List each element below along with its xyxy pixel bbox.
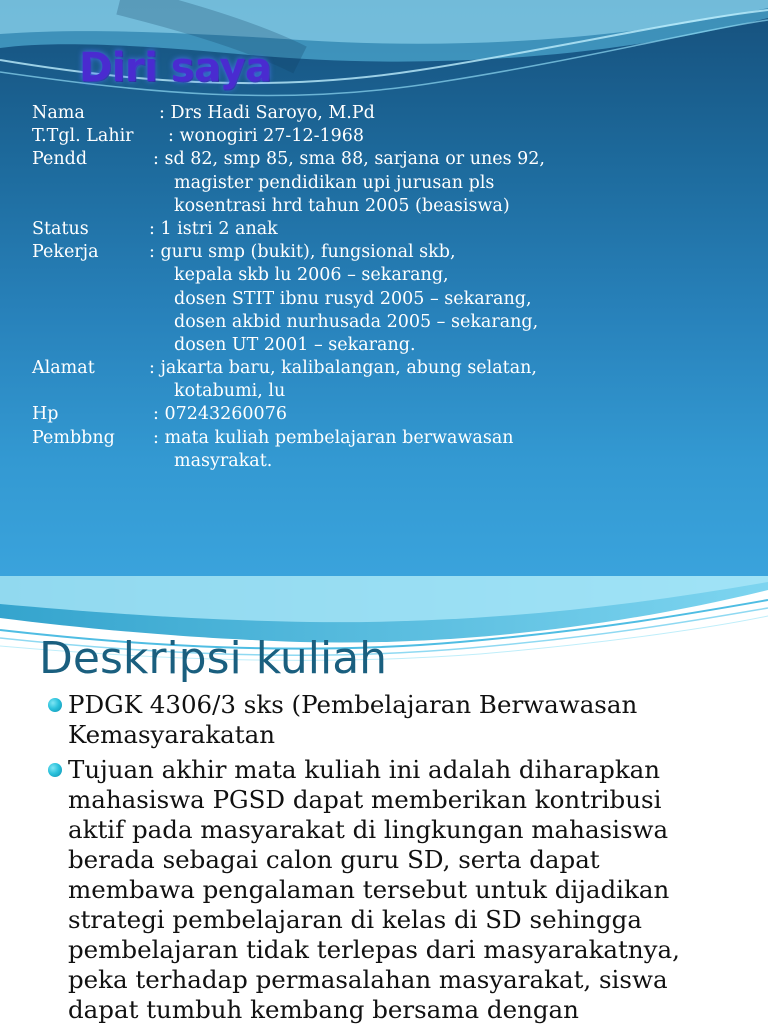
bio-value-text: guru smp (bukit), fungsional skb, [160, 242, 456, 263]
bio-separator: : [153, 404, 159, 425]
bio-separator: : [168, 126, 174, 147]
bio-value-text: sd 82, smp 85, sma 88, sarjana or unes 92, [164, 149, 545, 170]
bullet-line: PDGK 4306/3 sks (Pembelajaran Berwawasan [68, 690, 638, 719]
bio-value [168, 125, 364, 148]
bio-label: Pekerja [32, 242, 99, 263]
bullet-line: peka terhadap permasalahan masyarakat, siswa [68, 965, 668, 994]
bio-value-text: kosentrasi hrd tahun 2005 (beasiswa) [174, 195, 510, 216]
bullet-dot-icon [48, 763, 62, 777]
bio-label: Nama [32, 103, 85, 123]
bio-value-text: mata kuliah pembelajaran berwawasan [164, 427, 514, 448]
slide-title: Deskripsi kuliah [39, 633, 388, 684]
bio-value [149, 357, 537, 380]
bullet-line: pembelajaran tidak terlepas dari masyarakatnya, [68, 935, 680, 964]
bio-separator: : [149, 358, 155, 379]
bullet-list [48, 690, 748, 1030]
bio-value-text: masyrakat. [174, 450, 273, 471]
bio-value [149, 241, 456, 264]
bullet-line: aktif pada masyarakat di lingkungan mahasiswa [68, 815, 669, 844]
bullet-item [48, 690, 748, 750]
bio-label: Status [32, 218, 89, 239]
slide-title: Diri saya [79, 45, 272, 91]
bio-label: Pendd [32, 149, 88, 170]
bio-value-text: magister pendidikan upi jurusan pls [174, 172, 495, 193]
bio-value [153, 427, 514, 450]
bullet-line: Kemasyarakatan [68, 720, 276, 749]
bio-label: Pembbng [32, 427, 115, 448]
bio-value-text: 07243260076 [164, 404, 287, 425]
bio-value-text: kepala skb lu 2006 – sekarang, [174, 265, 449, 286]
bio-value [153, 403, 287, 426]
bio-value-text: wonogiri 27-12-1968 [179, 126, 365, 147]
bio-separator: : [149, 218, 155, 239]
bullet-line: mahasiswa PGSD dapat memberikan kontribusi [68, 785, 662, 814]
bio-label: T.Tgl. Lahir [32, 126, 134, 147]
bio-separator: : [153, 427, 159, 448]
bio-value [149, 218, 278, 241]
bio-value-text: kotabumi, lu [174, 381, 286, 402]
bio-value [159, 102, 375, 125]
bio-label: Hp [32, 404, 59, 425]
bio-separator: : [149, 242, 155, 263]
bio-value-text: dosen STIT ibnu rusyd 2005 – sekarang, [174, 288, 532, 309]
bio-value-text: dosen UT 2001 – sekarang. [174, 334, 416, 355]
bullet-line: Tujuan akhir mata kuliah ini adalah diharapkan [68, 755, 661, 784]
bio-value-text: Drs Hadi Saroyo, M.Pd [170, 103, 375, 123]
bio-value-text: dosen akbid nurhusada 2005 – sekarang, [174, 311, 539, 332]
bio-value-text: jakarta baru, kalibalangan, abung selatan, [160, 358, 537, 379]
bullet-item [48, 755, 748, 1025]
bullet-line: dapat tumbuh kembang bersama dengan [68, 995, 579, 1024]
bullet-dot-icon [48, 698, 62, 712]
bio-value-text: 1 istri 2 anak [160, 218, 278, 239]
bullet-line: membawa pengalaman tersebut untuk dijadikan [68, 875, 670, 904]
bio-separator: : [159, 103, 165, 123]
bio-separator: : [153, 149, 159, 170]
bio-label: Alamat [32, 358, 95, 379]
bullet-line: berada sebagai calon guru SD, serta dapat [68, 845, 600, 874]
bio-value [153, 148, 545, 171]
bullet-line: strategi pembelajaran di kelas di SD sehingga [68, 905, 642, 934]
